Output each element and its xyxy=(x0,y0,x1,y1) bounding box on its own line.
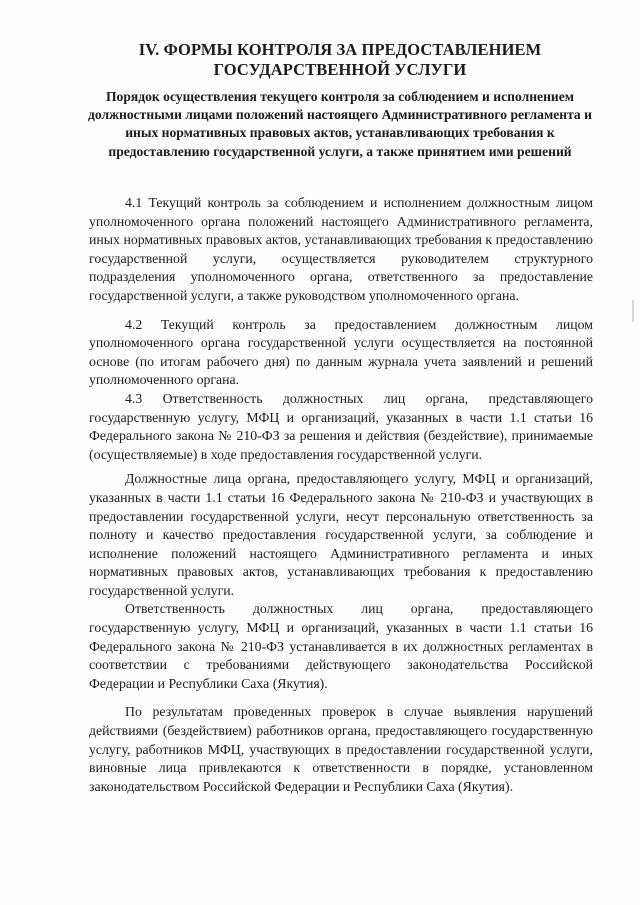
paragraph-officials-responsibility: Должностные лица органа, предоставляющего услугу, МФЦ и организаций, указанных в части 1.1 статьи 16 Федерального закона № 210-ФЗ и участвующих в предоставлении государственной услуги, несут персональную ответственность за полноту и качество предоставления государственной услуги, за соблюдение и исполнение положений настоящего Административного регламента и иных нормативных правовых актов, устанавливающих требования к предоставлению государственной услуги. xyxy=(89,471,593,598)
paragraph-4-1: 4.1 Текущий контроль за соблюдением и исполнением должностным лицом уполномоченного органа положений настоящего Административного регламента, иных нормативных правовых актов, устанавливающих требования к предоставлению государственной услуги, осуществляется руководителем структурного подразделения уполномоченного органа, ответственного за предоставление государственной услуги, а также руководством уполномоченного органа. xyxy=(89,195,593,303)
paragraph-inspection-results: По результатам проведенных проверок в случае выявления нарушений действиями (бездействием) работников органа, предоставляющего государственную услугу, работников МФЦ, участвующих в предоставлении государственной услуги, виновные лица привлекаются к ответственности в порядке, установленном законодательством Российской Федерации и Республики Саха (Якутия). xyxy=(89,704,593,794)
document-body xyxy=(89,194,593,796)
paragraph-regulations-responsibility: Ответственность должностных лиц органа, предоставляющего государственную услугу, МФЦ и организаций, указанных в части 1.1 статьи 16 Федерального закона № 210-ФЗ устанавливается в их должностных регламентах в соответствии с требованиями действующего законодательства Российской Федерации и Республики Саха (Якутия). xyxy=(89,601,593,691)
paragraph-4-3: 4.3 Ответственность должностных лиц органа, представляющего государственную услугу, МФЦ и организаций, указанных в части 1.1 статьи 16 Федерального закона № 210-ФЗ за решения и действия (бездействие), принимаемые (осуществляемые) в ходе предоставления государственной услуги. xyxy=(89,390,593,462)
section-title: IV. ФОРМЫ КОНТРОЛЯ ЗА ПРЕДОСТАВЛЕНИЕМ ГОСУДАРСТВЕННОЙ УСЛУГИ xyxy=(138,40,542,79)
subsection-title: Порядок осуществления текущего контроля за соблюдением и исполнением должностными лицами положений настоящего Административного регламента и иных нормативных правовых актов, устанавливающих требования к предоставлению государственной услуги, а также принятием ими решений xyxy=(88,89,592,159)
paragraph-4-2: 4.2 Текущий контроль за предоставлением должностным лицом уполномоченного органа государственной услуги осуществляется на постоянной основе (по итогам рабочего дня) по данным журнала учета заявлений и решений уполномоченного органа. xyxy=(89,316,593,388)
scan-margin-mark xyxy=(632,300,634,322)
